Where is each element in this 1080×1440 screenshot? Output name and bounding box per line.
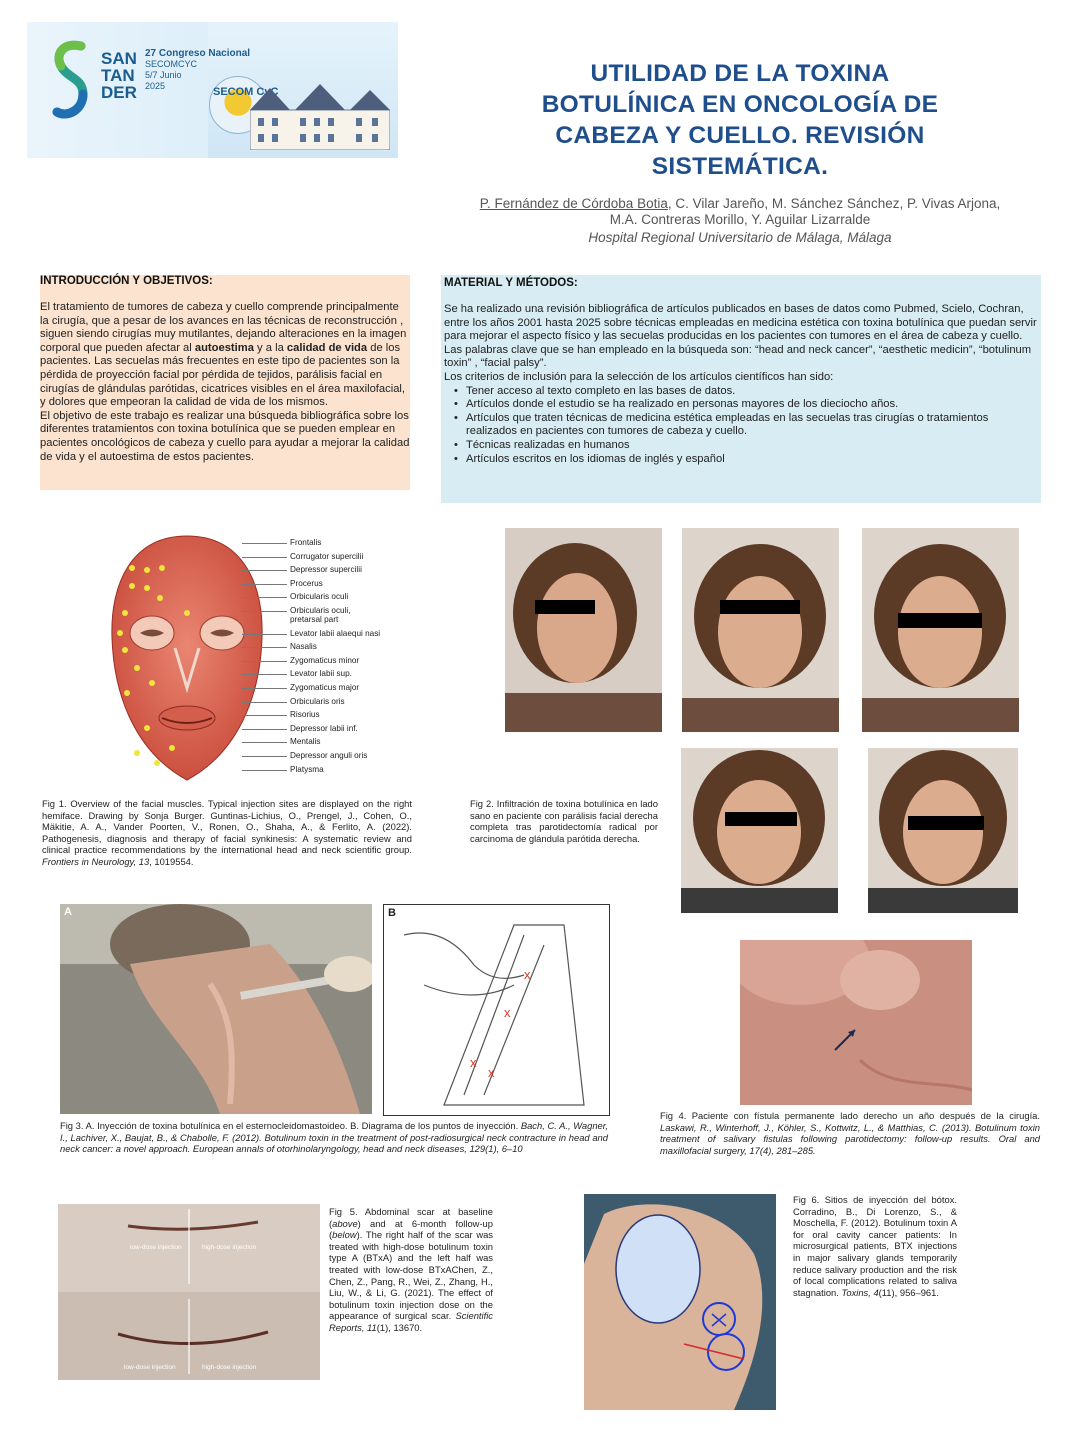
muscle-label: Zygomaticus minor [290,655,360,665]
privacy-bar [898,613,982,628]
low-dose-label: low-dose injection [124,1364,176,1371]
fig2-photo-5 [868,748,1018,913]
leader-line [242,715,287,716]
fig2-photo-1 [505,528,662,732]
privacy-bar [720,600,800,614]
privacy-bar [725,812,797,826]
methods-heading: MATERIAL Y MÉTODOS: [444,277,578,289]
muscle-label: Depressor supercilii [290,565,362,575]
fig3-caption: Fig 3. A. Inyección de toxina botulínica en el esternocleidomastoideo. B. Diagrama de los puntos de inyección. Bach, C. A., Wagner, I., Lachiver, X., Baujat, B., & Chabolle, F. (2012). Botulinum toxin in the treatment of post-radiosurgical neck contracture in head and neck cancer: a novel approach. European annals of otorhinolaryngology, head and neck diseases, 129(1), 6–10 [60,1120,608,1155]
other-authors: , C. Vilar Jareño, M. Sánchez Sánchez, P. Vivas Arjona, M.A. Contreras Morillo, Y. Aguilar Lizarralde [609,196,1001,227]
muscle-label: Levator labii alaequi nasi [290,628,381,638]
fig6-caption: Fig 6. Sitios de inyección del bótox. Corradino, B., Di Lorenzo, S., & Moschella, F. (2012). Botulinum toxin A for oral cavity cancer patients: In microsurgical patients, BTX injections in major salivary glands temporarily reduce salivary production and the risk of local complications related to saliva stagnation. Toxins, 4(11), 956–961. [793,1194,957,1298]
fig4-photo [740,940,972,1105]
intro-section [40,275,410,490]
fig2-photo-4 [681,748,838,913]
privacy-bar [535,600,595,614]
criteria-item: • Tener acceso al texto completo en las bases de datos. [456,385,1037,399]
fig3-diagram-b [383,904,610,1116]
secom-logo-text: SECOM CyC [213,86,279,98]
muscle-label: Mentalis [290,737,321,747]
methods-paragraph-3: Los criterios de inclusión para la selección de los artículos científicos han sido: [444,370,834,383]
poster-title: UTILIDAD DE LA TOXINA BOTULÍNICA EN ONCOLOGÍA DE CABEZA Y CUELLO. REVISIÓN SISTEMÁTICA. [541,60,939,180]
muscle-label: Corrugator supercilii [290,551,364,561]
panel-a-label: A [64,906,72,918]
leader-line [242,688,287,689]
muscle-label: Frontalis [290,538,322,547]
privacy-bar [908,816,984,830]
leader-line [242,611,287,612]
santander-logo-icon [49,38,93,126]
fig1-muscle-diagram [92,528,382,790]
muscle-label: Depressor labii inf. [290,723,358,733]
muscle-label: Risorius [290,710,320,720]
muscle-label: pretarsal part [290,615,339,624]
patient-face-photo [862,528,1019,732]
leader-line [242,756,287,757]
leader-line [242,661,287,662]
fig2-caption: Fig 2. Infiltración de toxina botulínica en lado sano en paciente con parálisis facial derecha completa tras parotidectomía radical por carcinoma de glándula parótida derecha. [470,798,658,844]
fistula-photo [740,940,972,1105]
santander-wordmark: SAN TAN DER [101,49,137,102]
leader-line [242,543,287,544]
leader-line [242,742,287,743]
criteria-item: • Artículos que traten técnicas de medicina estética empleadas en las secuelas tras cirugías o tratamientos realizados en pacientes con tumores de cabeza y cuello. [456,412,1037,439]
author-list [470,196,1010,228]
fig4-caption: Fig 4. Paciente con fístula permanente lado derecho un año después de la cirugía. Laskawi, R., Winterhoff, J., Köhler, S., Kottwitz, L., & Matthias, C. (2013). Botulinum toxin treatment of salivary fistulas following parotidectomy: follow-up results. Oral and maxillofacial surgery, 17(4), 281–285. [660,1110,1040,1156]
injection-mark: x [488,1065,495,1080]
leader-line [242,557,287,558]
high-dose-label: high-dose injection [202,1364,257,1371]
criteria-item: • Artículos donde el estudio se ha realizado en personas mayores de los dieciocho años. [456,398,1037,412]
neck-injection-photo [60,904,372,1114]
fig2-photo-2 [682,528,839,732]
leader-line [242,647,287,648]
muscle-label: Depressor anguli oris [290,751,368,760]
methods-paragraph-1: Se ha realizado una revisión bibliográfica de artículos publicados en bases de datos como Pubmed, Scielo, Cochran, entre los años 2001 hasta 2025 sobre técnicas empleadas en medicina estética con toxina botulínica que puedan servir para mejorar el aspecto físico y las secuelas producidas en los pacientes con tumores en el área de cabeza y cuello. [444,303,1037,343]
intro-paragraph-2: El objetivo de este trabajo es realizar una búsqueda bibliográfica sobre los diferentes tratamientos con toxina botulínica que se pueden emplear en pacientes oncológicos de cabeza y cuello para ayudar a mejorar la calidad de vida y el autoestima de estos pacientes. [40,409,410,463]
muscle-label: Orbicularis oculi [290,592,349,602]
fig5-caption: Fig 5. Abdominal scar at baseline (above) and at 6-month follow-up (below). The right half of the scar was treated with high-dose botulinum toxin type A (BTxA) and the left half was treated with low-dose BTxAChen, Z., Chen, Z., Pang, R., Wei, Z., Zhang, H., Liu, W., & Li, G. (2021). The effect of botulinum toxin injection dose on the appearance of surgical scar. Scientific Reports, 11(1), 13670. [329,1206,493,1333]
abdominal-scar-photo [58,1204,320,1380]
muscle-label: Nasalis [290,642,317,652]
affiliation: Hospital Regional Universitario de Málaga, Málaga [588,230,892,245]
fig2-photo-3 [862,528,1019,732]
intro-paragraph-1: El tratamiento de tumores de cabeza y cuello comprende principalmente la cirugía, que a pesar de los avances en las técnicas de reconstrucción , siguen siendo cirugías muy mutilantes, dejando alteraciones en la imagen corporal que pueden afectar al autoestima y a la calidad de vida de los pacientes. Las secuelas más frecuentes en este tipo de pacientes son la pérdida de proyección facial por pérdida de tejidos, parálisis facial en cirugías de glándulas parótidas, cicatrices visibles en el área maxilofacial, y dolores que empeoran la calidad de vida de los mismos. [40,301,407,409]
leader-line [242,729,287,730]
patient-face-photo [868,748,1018,913]
first-author: P. Fernández de Córdoba Botia [479,196,668,211]
low-dose-label: low-dose injection [130,1244,182,1251]
criteria-list [444,385,1037,467]
leader-line [242,634,287,635]
injection-mark: x [524,967,531,982]
leader-line [242,597,287,598]
methods-section [441,275,1041,503]
neck-line-drawing [384,905,609,1115]
muscle-label: Procerus [290,578,323,588]
fig3-photo-a [60,904,372,1114]
muscle-label: Platysma [290,764,324,774]
injection-sites-photo [584,1194,776,1410]
leader-line [242,770,287,771]
leader-line [242,584,287,585]
high-dose-label: high-dose injection [202,1244,257,1251]
palace-building-icon [250,80,390,150]
muscle-label: Levator labii sup. [290,669,352,679]
muscle-label: Zygomaticus major [290,683,360,692]
patient-face-photo [505,528,662,732]
muscle-label: Orbicularis oculi, [290,606,351,615]
methods-paragraph-2: Las palabras clave que se han empleado en la búsqueda son: “head and neck cancer”, “aesthetic medicin”, “botulinum toxin” , “facial palsy”. [444,343,1032,370]
fig6-photo [584,1194,776,1410]
leader-line [242,570,287,571]
criteria-item: • Artículos escritos en los idiomas de inglés y español [456,453,1037,467]
face-muscles-illustration [92,528,282,790]
fig5-scar-photos [58,1204,320,1380]
injection-mark: x [470,1055,477,1070]
leader-line [242,674,287,675]
panel-b-label: B [388,907,396,919]
intro-heading: INTRODUCCIÓN Y OBJETIVOS: [40,275,213,287]
patient-face-photo [681,748,838,913]
muscle-label: Orbicularis oris [290,696,345,706]
criteria-item: • Técnicas realizadas en humanos [456,439,1037,453]
patient-face-photo [682,528,839,732]
leader-line [242,702,287,703]
fig1-caption: Fig 1. Overview of the facial muscles. Typical injection sites are displayed on the right hemiface. Drawing by Sonja Burger. Guntinas-Lichius, O., Prengel, J., Cohen, O., Mäkitie, A. A., Vander Poorten, V., Ronen, O., Shaha, A., & Ferlito, A. (2022). Pathogenesis, diagnosis and therapy of facial synkinesis: A systematic review and clinical practice recommendations by the international head and neck scientific group. Frontiers in Neurology, 13, 1019554. [42,798,412,867]
congress-banner [27,22,398,158]
injection-mark: x [504,1005,511,1020]
congress-info: 27 Congreso Nacional SECOMCYC 5/7 Junio 2025 [145,48,251,91]
